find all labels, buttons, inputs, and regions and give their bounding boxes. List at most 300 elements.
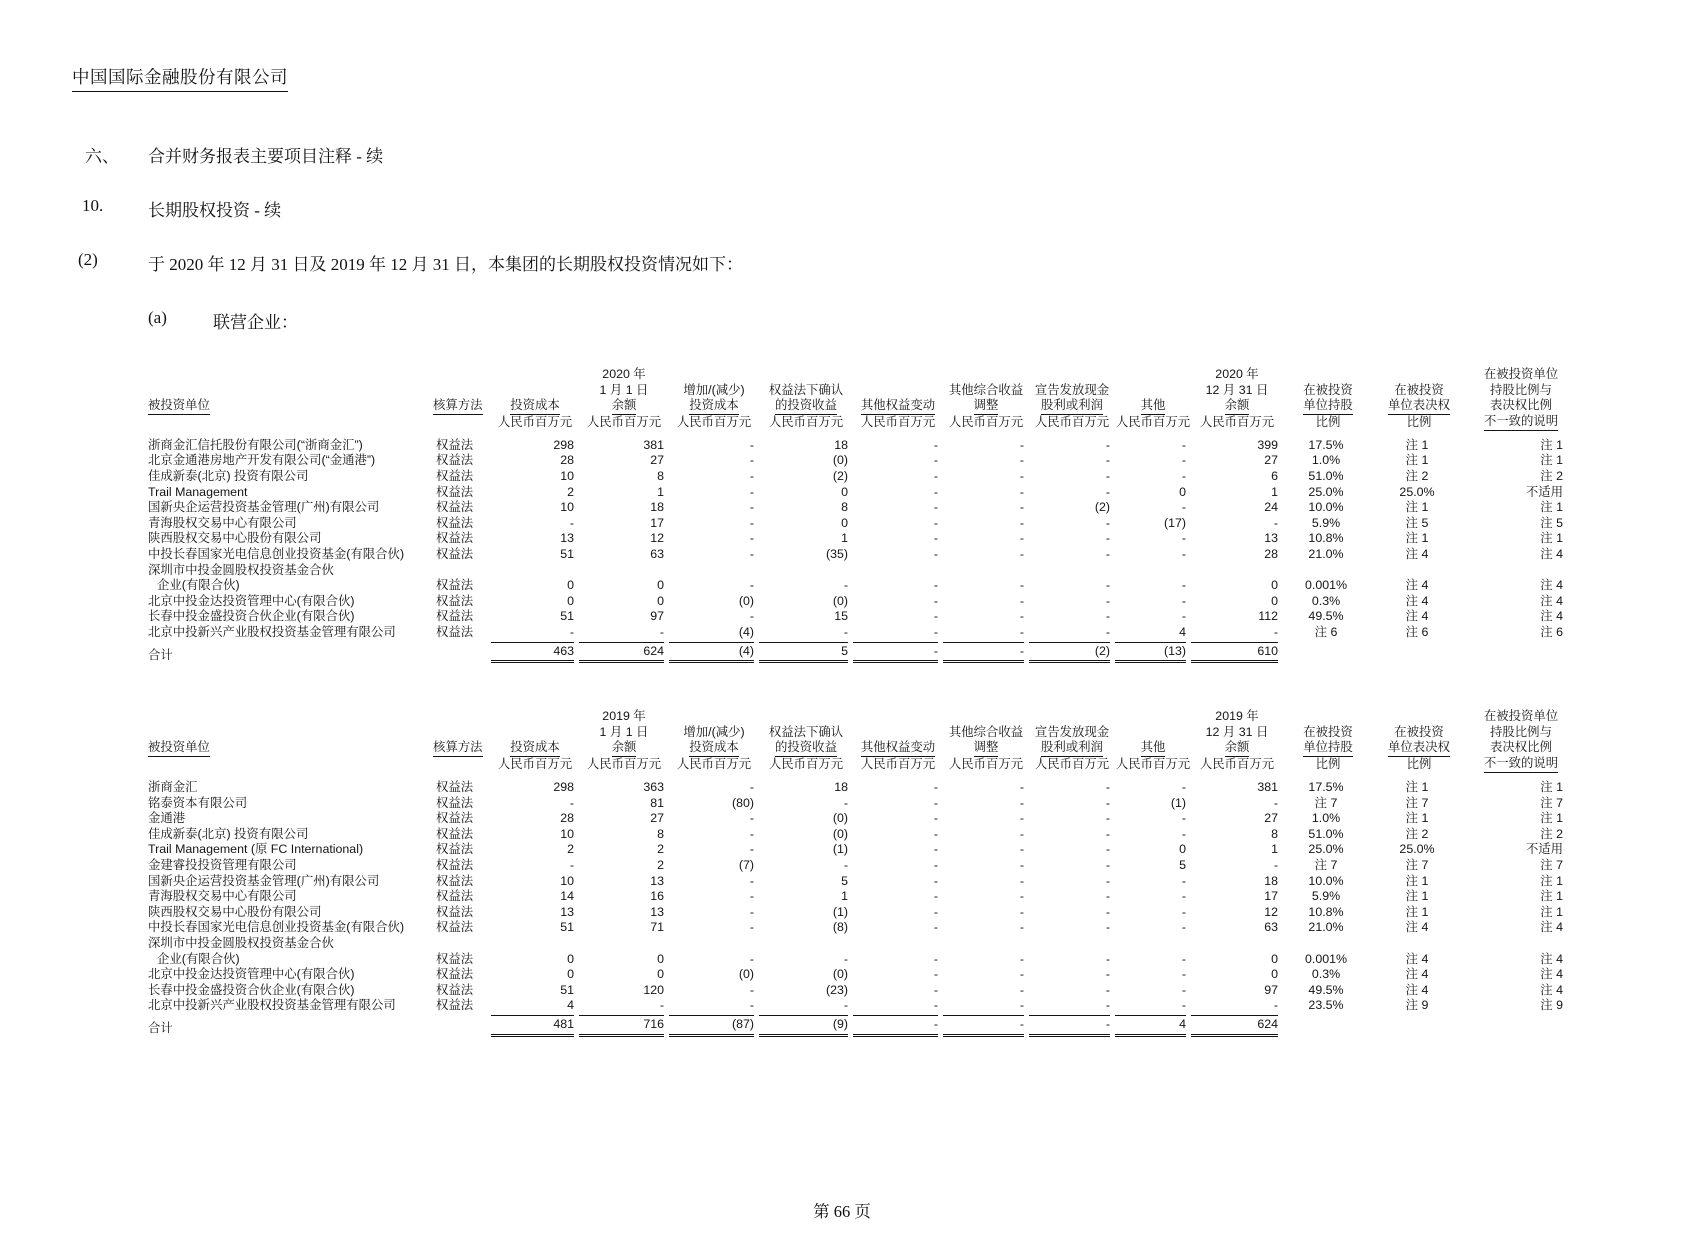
investee-name: 青海股权交易中心有限公司 — [148, 889, 297, 904]
value-cell: 13 — [560, 904, 574, 919]
value-cell: 注 1 — [1405, 500, 1429, 515]
value-cell: - — [1105, 609, 1110, 624]
value-cell: 298 — [553, 780, 574, 795]
investee-name: 长春中投金盛投资合伙企业(有限合伙) — [148, 609, 355, 624]
value-cell: 注 9 — [1540, 998, 1563, 1013]
value-cell: - — [1019, 531, 1024, 546]
investee-name: 浙商金汇信托股份有限公司(“浙商金汇”) — [148, 437, 363, 452]
value-cell: - — [1181, 780, 1186, 795]
value-cell: 51 — [560, 982, 574, 997]
accounting-method: 权益法 — [436, 795, 474, 810]
accounting-method: 权益法 — [436, 920, 474, 935]
accounting-method: 权益法 — [436, 811, 474, 826]
value-cell: (4) — [738, 625, 754, 639]
investee-row — [148, 983, 1577, 999]
value-cell: 注 2 — [1540, 469, 1563, 484]
value-cell: (0) — [832, 967, 848, 982]
investee-name: Trail Management — [148, 484, 248, 499]
value-cell: 0 — [841, 515, 848, 530]
value-cell: 注 4 — [1405, 547, 1429, 562]
value-cell: 25.0% — [1308, 484, 1344, 499]
total-cell: (9) — [759, 1014, 853, 1037]
accounting-method: 权益法 — [436, 625, 474, 639]
value-cell: - — [569, 515, 574, 530]
value-cell: 1.0% — [1311, 453, 1341, 468]
value-cell: - — [1019, 437, 1024, 452]
column-header: 2019 年 12 月 31 日 余额 人民币百万元 — [1199, 709, 1275, 772]
value-cell: 27 — [650, 453, 664, 468]
value-cell: - — [1181, 873, 1186, 888]
value-cell: 注 1 — [1540, 889, 1563, 904]
investee-row — [148, 563, 1577, 594]
value-cell: - — [1105, 593, 1110, 608]
value-cell: 注 4 — [1405, 593, 1429, 608]
value-cell: 注 7 — [1540, 858, 1563, 873]
accounting-method: 权益法 — [436, 437, 474, 452]
value-cell: - — [749, 484, 754, 499]
value-cell: 注 1 — [1540, 811, 1563, 826]
value-cell: - — [749, 873, 754, 888]
value-cell: - — [1181, 453, 1186, 468]
total-cell: - — [853, 1014, 943, 1037]
value-cell: - — [933, 967, 938, 982]
accounting-method: 权益法 — [436, 982, 474, 997]
accounting-method: 权益法 — [436, 531, 474, 546]
total-row — [148, 1014, 1577, 1037]
header-row — [148, 709, 1577, 780]
investee-name: 陕西股权交易中心股份有限公司 — [148, 531, 322, 546]
value-cell: 1 — [841, 531, 848, 546]
value-cell: - — [1105, 625, 1110, 639]
value-cell: - — [749, 889, 754, 904]
value-cell: 0.001% — [1304, 578, 1348, 593]
value-cell: (0) — [738, 967, 754, 982]
value-cell: - — [1019, 904, 1024, 919]
value-cell: 注 4 — [1540, 982, 1563, 997]
value-cell: - — [749, 826, 754, 841]
value-cell: - — [1105, 780, 1110, 795]
investee-row — [148, 500, 1577, 516]
value-cell: 8 — [657, 469, 664, 484]
value-cell: 49.5% — [1308, 609, 1344, 624]
value-cell: - — [1181, 982, 1186, 997]
value-cell: 注 2 — [1405, 469, 1429, 484]
value-cell: - — [1019, 500, 1024, 515]
value-cell: - — [1019, 469, 1024, 484]
value-cell: 注 2 — [1405, 826, 1429, 841]
value-cell: - — [1181, 469, 1186, 484]
value-cell: - — [933, 500, 938, 515]
value-cell: - — [1105, 967, 1110, 982]
value-cell: 注 4 — [1540, 593, 1563, 608]
value-cell: - — [1105, 484, 1110, 499]
column-header: 权益法下确认 的投资收益 人民币百万元 — [768, 382, 844, 430]
value-cell: - — [933, 515, 938, 530]
value-cell: 注 1 — [1405, 904, 1429, 919]
value-cell: 注 6 — [1405, 625, 1429, 639]
value-cell: 10.8% — [1308, 531, 1344, 546]
value-cell: 25.0% — [1399, 842, 1435, 857]
value-cell: 注 6 — [1540, 625, 1563, 639]
accounting-method: 权益法 — [436, 453, 474, 468]
investee-row — [148, 936, 1577, 967]
value-cell: 25.0% — [1399, 484, 1435, 499]
value-cell: 注 4 — [1405, 982, 1429, 997]
column-header: 权益法下确认 的投资收益 人民币百万元 — [768, 724, 844, 772]
accounting-method: 权益法 — [436, 780, 474, 795]
value-cell: - — [1019, 967, 1024, 982]
value-cell: 不适用 — [1525, 484, 1563, 499]
value-cell: - — [749, 469, 754, 484]
value-cell: 18 — [834, 437, 848, 452]
list-label: (a) — [148, 308, 167, 327]
value-cell: 注 4 — [1405, 951, 1429, 966]
investee-name: Trail Management (原 FC International) — [148, 842, 364, 857]
investee-row — [148, 625, 1577, 641]
accounting-method: 权益法 — [436, 593, 474, 608]
value-cell: - — [1019, 578, 1024, 593]
value-cell: - — [749, 515, 754, 530]
column-header: 2020 年 12 月 31 日 余额 人民币百万元 — [1199, 367, 1275, 430]
column-header: 其他综合收益 调整 人民币百万元 — [948, 382, 1024, 430]
value-cell: - — [749, 982, 754, 997]
value-cell: - — [1019, 780, 1024, 795]
value-cell: 0.3% — [1311, 593, 1341, 608]
value-cell: 0 — [1179, 484, 1186, 499]
value-cell: - — [1181, 593, 1186, 608]
accounting-method: 权益法 — [436, 873, 474, 888]
total-cell: 481 — [491, 1014, 579, 1037]
value-cell: 12 — [650, 531, 664, 546]
value-cell: - — [933, 998, 938, 1013]
investee-row — [148, 796, 1577, 812]
value-cell: - — [1105, 437, 1110, 452]
column-header: 在被投资单位 持股比例与 表决权比例 不一致的说明 — [1465, 367, 1577, 438]
value-cell: 0 — [1271, 967, 1278, 982]
column-header: 在被投资单位 持股比例与 表决权比例 不一致的说明 — [1465, 709, 1577, 780]
value-cell: 注 5 — [1405, 515, 1429, 530]
value-cell: - — [1181, 437, 1186, 452]
value-cell: - — [933, 780, 938, 795]
value-cell: 18 — [650, 500, 664, 515]
value-cell: 4 — [567, 998, 574, 1013]
value-cell: 23.5% — [1308, 998, 1344, 1013]
value-cell: 17 — [1264, 889, 1278, 904]
value-cell: - — [569, 858, 574, 873]
table-2019 — [148, 709, 1577, 1036]
accounting-method: 权益法 — [436, 469, 474, 484]
value-cell: 0 — [567, 593, 574, 608]
value-cell: - — [1105, 547, 1110, 562]
item-title: 长期股权投资 - 续 — [148, 201, 282, 220]
value-cell: 21.0% — [1308, 920, 1344, 935]
value-cell: 1.0% — [1311, 811, 1341, 826]
value-cell: 注 1 — [1540, 873, 1563, 888]
value-cell: - — [1105, 826, 1110, 841]
value-cell: 2 — [657, 842, 664, 857]
value-cell: 注 4 — [1540, 609, 1563, 624]
total-cell: (13) — [1115, 641, 1191, 664]
value-cell: 15 — [834, 609, 848, 624]
value-cell: - — [843, 951, 848, 966]
value-cell: 注 7 — [1405, 858, 1429, 873]
value-cell: - — [1105, 873, 1110, 888]
value-cell: - — [933, 547, 938, 562]
value-cell: - — [1181, 547, 1186, 562]
value-cell: - — [1105, 920, 1110, 935]
value-cell: 5.9% — [1311, 515, 1341, 530]
value-cell: (1) — [832, 904, 848, 919]
value-cell: 18 — [834, 780, 848, 795]
value-cell: 17.5% — [1308, 780, 1344, 795]
value-cell: - — [1019, 811, 1024, 826]
value-cell: - — [933, 484, 938, 499]
column-header: 宣告发放现金 股利或利润 人民币百万元 — [1034, 382, 1110, 430]
value-cell: 注 1 — [1405, 453, 1429, 468]
value-cell: - — [933, 951, 938, 966]
value-cell: - — [1019, 609, 1024, 624]
value-cell: 5.9% — [1311, 889, 1341, 904]
total-cell: (2) — [1029, 641, 1115, 664]
value-cell: - — [749, 453, 754, 468]
value-cell: - — [1273, 858, 1278, 873]
investee-name: 深圳市中投金圆股权投资基金合伙 企业(有限合伙) — [148, 562, 334, 593]
investee-row — [148, 998, 1577, 1014]
item-number: 10. — [82, 196, 104, 215]
value-cell: - — [1105, 889, 1110, 904]
value-cell: - — [933, 811, 938, 826]
investee-row — [148, 920, 1577, 936]
value-cell: 注 7 — [1540, 795, 1563, 810]
investee-row — [148, 531, 1577, 547]
value-cell: - — [569, 625, 574, 639]
total-cell: - — [1029, 1014, 1115, 1037]
value-cell: 97 — [650, 609, 664, 624]
investee-name: 金通港 — [148, 811, 186, 826]
value-cell: (1) — [1170, 795, 1186, 810]
investee-name: 陕西股权交易中心股份有限公司 — [148, 904, 322, 919]
value-cell: - — [1019, 515, 1024, 530]
investee-name: 北京金通港房地产开发有限公司(“金通港”) — [148, 453, 376, 468]
value-cell: - — [1019, 826, 1024, 841]
value-cell: 注 1 — [1540, 437, 1563, 452]
value-cell: 1 — [657, 484, 664, 499]
accounting-method: 权益法 — [436, 842, 474, 857]
section-title: 合并财务报表主要项目注释 - 续 — [148, 147, 384, 166]
investee-row — [148, 811, 1577, 827]
value-cell: 16 — [650, 889, 664, 904]
value-cell: 0 — [1271, 951, 1278, 966]
value-cell: (17) — [1163, 515, 1186, 530]
investee-row — [148, 842, 1577, 858]
column-header: 核算方法 — [433, 367, 491, 438]
value-cell: - — [933, 858, 938, 873]
total-cell: 624 — [1191, 1014, 1283, 1037]
value-cell: 6 — [1271, 469, 1278, 484]
column-header: 其他 人民币百万元 — [1115, 398, 1191, 430]
value-cell: 注 4 — [1405, 609, 1429, 624]
value-cell: 10.8% — [1308, 904, 1344, 919]
value-cell: 112 — [1258, 609, 1278, 624]
investee-row — [148, 858, 1577, 874]
value-cell: 0 — [657, 578, 664, 593]
value-cell: (0) — [738, 593, 754, 608]
value-cell: - — [1105, 469, 1110, 484]
column-header: 其他综合收益 调整 人民币百万元 — [948, 724, 1024, 772]
total-cell — [1373, 1014, 1465, 1037]
value-cell: - — [1105, 811, 1110, 826]
value-cell: 注 1 — [1405, 437, 1429, 452]
company-name: 中国国际金融股份有限公司 — [72, 64, 288, 92]
value-cell: 381 — [643, 437, 664, 452]
value-cell: 363 — [643, 780, 664, 795]
total-cell: (4) — [669, 641, 759, 664]
accounting-method: 权益法 — [436, 547, 474, 562]
investee-name: 国新央企运营投资基金管理(广州)有限公司 — [148, 873, 380, 888]
value-cell: 81 — [650, 795, 664, 810]
investee-name: 金建睿投投资管理有限公司 — [148, 858, 297, 873]
value-cell: 28 — [560, 811, 574, 826]
table-2020 — [148, 367, 1577, 663]
value-cell: - — [1105, 982, 1110, 997]
value-cell: - — [1019, 453, 1024, 468]
value-cell: 0 — [567, 578, 574, 593]
value-cell: 1 — [841, 889, 848, 904]
value-cell: (1) — [832, 842, 848, 857]
associates-table-2019 — [148, 709, 1684, 1036]
value-cell: - — [1181, 998, 1186, 1013]
column-header: 其他权益变动 人民币百万元 — [860, 740, 936, 772]
investee-row — [148, 905, 1577, 921]
value-cell: - — [933, 920, 938, 935]
investee-name: 浙商金汇 — [148, 780, 198, 795]
value-cell: 0 — [567, 967, 574, 982]
column-header: 被投资单位 — [148, 709, 433, 780]
accounting-method: 权益法 — [436, 967, 474, 982]
investee-row — [148, 827, 1577, 843]
value-cell: 注 1 — [1540, 453, 1563, 468]
value-cell: 399 — [1257, 437, 1278, 452]
value-cell: 2 — [657, 858, 664, 873]
value-cell: 注 1 — [1405, 873, 1429, 888]
value-cell: - — [749, 904, 754, 919]
value-cell: 10.0% — [1308, 873, 1344, 888]
value-cell: (2) — [832, 469, 848, 484]
column-header: 被投资单位 — [148, 367, 433, 438]
value-cell: - — [749, 811, 754, 826]
value-cell: - — [933, 593, 938, 608]
value-cell: - — [1181, 951, 1186, 966]
value-cell: 注 4 — [1540, 547, 1563, 562]
total-cell — [1283, 1014, 1373, 1037]
total-label: 合计 — [148, 647, 173, 662]
value-cell: 5 — [841, 873, 848, 888]
value-cell: 25.0% — [1308, 842, 1344, 857]
investee-name: 深圳市中投金圆股权投资基金合伙 企业(有限合伙) — [148, 936, 334, 966]
value-cell: - — [1019, 998, 1024, 1013]
value-cell: 注 1 — [1405, 531, 1429, 546]
value-cell: - — [1181, 609, 1186, 624]
investee-row — [148, 469, 1577, 485]
total-cell: - — [853, 641, 943, 664]
total-cell: 716 — [579, 1014, 669, 1037]
value-cell: 13 — [560, 531, 574, 546]
value-cell: - — [749, 531, 754, 546]
value-cell: 注 4 — [1405, 578, 1429, 593]
value-cell: (0) — [832, 811, 848, 826]
value-cell: 10 — [560, 873, 574, 888]
value-cell: 10 — [560, 469, 574, 484]
total-cell: 610 — [1191, 641, 1283, 664]
value-cell: 不适用 — [1525, 842, 1563, 857]
value-cell: - — [749, 609, 754, 624]
value-cell: 注 4 — [1405, 967, 1429, 982]
value-cell: - — [1181, 920, 1186, 935]
value-cell: 注 1 — [1540, 500, 1563, 515]
value-cell: 8 — [657, 826, 664, 841]
investee-name: 青海股权交易中心有限公司 — [148, 515, 297, 530]
accounting-method: 权益法 — [436, 858, 474, 873]
value-cell: 13 — [650, 873, 664, 888]
value-cell: 49.5% — [1308, 982, 1344, 997]
total-cell: - — [943, 1014, 1029, 1037]
value-cell: 0.3% — [1311, 967, 1341, 982]
value-cell: 24 — [1264, 500, 1278, 515]
value-cell: 8 — [1271, 826, 1278, 841]
value-cell: - — [1273, 998, 1278, 1013]
value-cell: - — [749, 578, 754, 593]
investee-name: 国新央企运营投资基金管理(广州)有限公司 — [148, 500, 380, 515]
value-cell: - — [1019, 593, 1024, 608]
value-cell: 0 — [1271, 578, 1278, 593]
value-cell: - — [749, 951, 754, 966]
value-cell: 注 7 — [1314, 795, 1338, 810]
value-cell: - — [1019, 858, 1024, 873]
value-cell: 97 — [1264, 982, 1278, 997]
value-cell: - — [1273, 795, 1278, 810]
total-cell: 624 — [579, 641, 669, 664]
value-cell: - — [1019, 873, 1024, 888]
accounting-method: 权益法 — [436, 998, 474, 1013]
value-cell: 27 — [650, 811, 664, 826]
value-cell: 注 1 — [1405, 780, 1429, 795]
value-cell: - — [1181, 531, 1186, 546]
value-cell: 注 7 — [1405, 795, 1429, 810]
value-cell: - — [1181, 904, 1186, 919]
column-header: 投资成本 人民币百万元 — [497, 398, 573, 430]
investee-name: 佳成新泰(北京) 投资有限公司 — [148, 826, 309, 841]
column-header: 其他权益变动 人民币百万元 — [860, 398, 936, 430]
total-cell — [1465, 641, 1577, 664]
value-cell: 71 — [650, 920, 664, 935]
value-cell: - — [933, 437, 938, 452]
value-cell: - — [1105, 531, 1110, 546]
value-cell: - — [933, 625, 938, 639]
value-cell: - — [1181, 826, 1186, 841]
value-cell: 0 — [1179, 842, 1186, 857]
value-cell: 2 — [567, 484, 574, 499]
column-header: 在被投资 单位持股 比例 — [1303, 724, 1353, 772]
investee-row — [148, 609, 1577, 625]
value-cell: - — [1273, 625, 1278, 639]
total-cell: 463 — [491, 641, 579, 664]
column-header: 2020 年 1 月 1 日 余额 人民币百万元 — [586, 367, 662, 430]
value-cell: 8 — [841, 500, 848, 515]
page-number: 第 66 页 — [813, 1202, 871, 1221]
value-cell: 27 — [1264, 453, 1278, 468]
column-header: 投资成本 人民币百万元 — [497, 740, 573, 772]
value-cell: (80) — [731, 795, 754, 810]
